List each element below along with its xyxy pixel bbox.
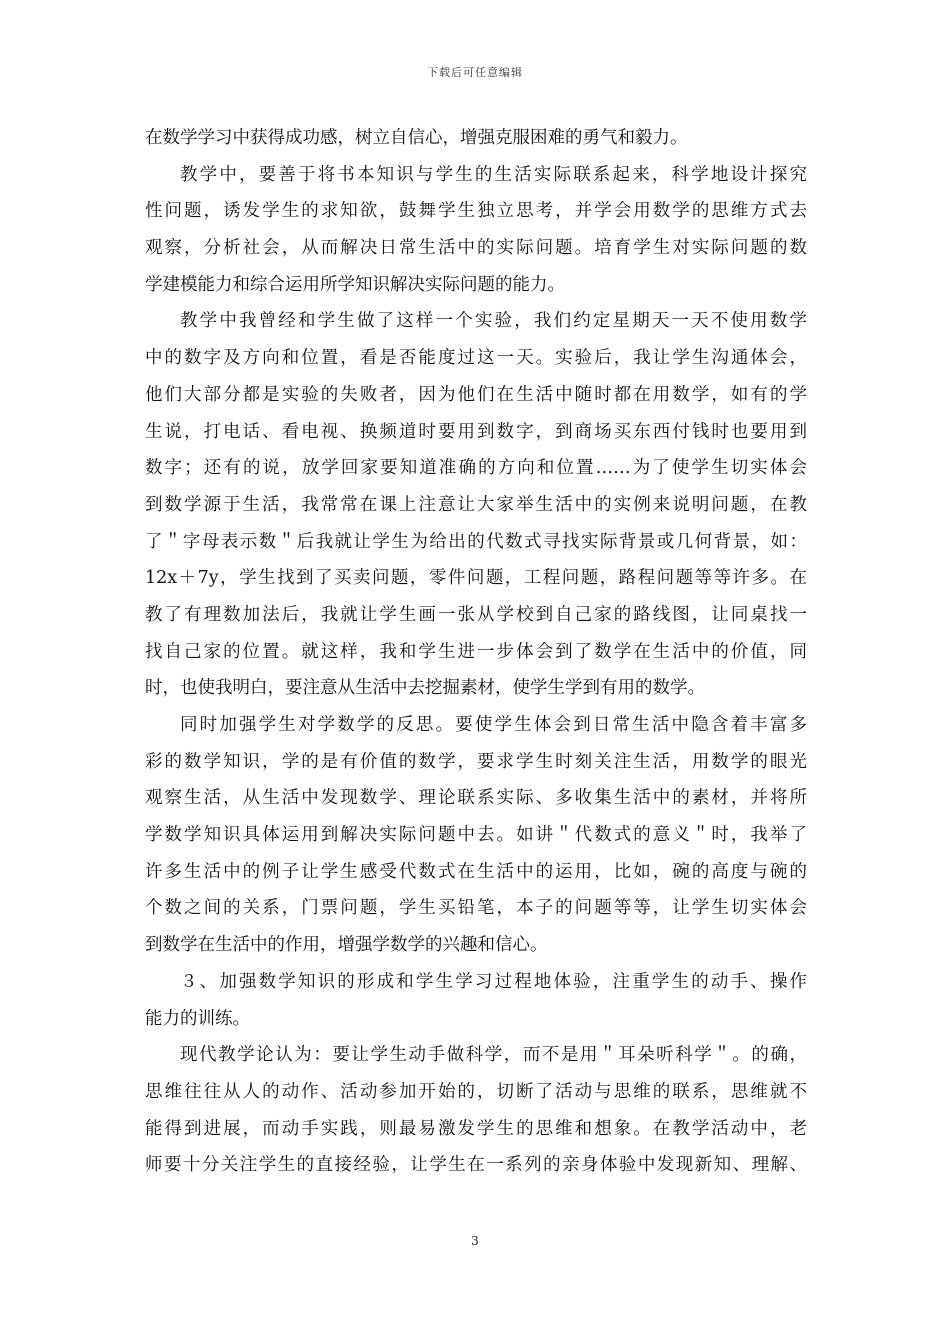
text-line: 在数学学习中获得成功感，树立自信心，增强克服困难的勇气和毅力。 bbox=[145, 128, 688, 148]
text-line: 生说，打电话、看电视、换频道时要用到数字，到商场买东西付钱时也要用到 bbox=[145, 421, 807, 442]
text-line: 数字；还有的说，放学回家要知道准确的方向和位置……为了使学生切实体会 bbox=[145, 458, 807, 479]
text-line: 许多生活中的例子让学生感受代数式在生活中的运用，比如，碗的高度与碗的 bbox=[145, 861, 807, 882]
text-line: 到数学在生活中的作用，增强学数学的兴趣和信心。 bbox=[145, 935, 548, 956]
text-line: 能得到进展，而动手实践，则最易激发学生的思维和想象。在教学活动中，老 bbox=[145, 1118, 807, 1139]
text-line: 彩的数学知识，学的是有价值的数学，要求学生时刻关注生活，用数学的眼光 bbox=[145, 751, 807, 772]
text-line: 学数学知识具体运用到解决实际问题中去。如讲＂代数式的意义＂时，我举了 bbox=[145, 825, 807, 846]
text-line: 教学中我曾经和学生做了这样一个实验，我们约定星期天一天不使用数学 bbox=[180, 311, 807, 332]
text-line: 找自己家的位置。就这样，我和学生进一步体会到了数学在生活中的价值，同 bbox=[145, 641, 807, 662]
text-line: 同时加强学生对学数学的反思。要使学生体会到日常生活中隐含着丰富多 bbox=[180, 715, 807, 735]
text-line: 到数学源于生活，我常常在课上注意让大家举生活中的实例来说明问题，在教 bbox=[145, 494, 807, 515]
text-line: 他们大部分都是实验的失败者，因为他们在生活中随时都在用数学，如有的学 bbox=[145, 384, 807, 405]
text-line: 性问题，诱发学生的求知欲，鼓舞学生独立思考，并学会用数学的思维方式去 bbox=[145, 201, 807, 222]
text-line: 教了有理数加法后，我就让学生画一张从学校到自己家的路线图，让同桌找一 bbox=[145, 604, 807, 625]
text-line: 了＂字母表示数＂后我就让学生为给出的代数式寻找实际背景或几何背景，如： bbox=[145, 531, 807, 552]
text-line: 个数之间的关系，门票问题，学生买铅笔，本子的问题等等，让学生切实体会 bbox=[145, 898, 807, 919]
text-line: 学建模能力和综合运用所学知识解决实际问题的能力。 bbox=[145, 274, 565, 295]
page-header: 下载后可任意编辑 bbox=[427, 66, 523, 79]
text-line: 观察生活，从生活中发现数学、理论联系实际、多收集生活中的素材，并将所 bbox=[145, 788, 807, 809]
text-line: 12x＋7y，学生找到了买卖问题，零件问题，工程问题，路程问题等等许多。在 bbox=[145, 568, 807, 589]
text-line: 观察，分析社会，从而解决日常生活中的实际问题。培育学生对实际问题的数 bbox=[145, 238, 807, 259]
text-line: 能力的训练。 bbox=[145, 1008, 250, 1029]
document-body bbox=[145, 120, 807, 1184]
page-number: 3 bbox=[471, 1234, 479, 1248]
text-line: 时，也使我明白，要注意从生活中去挖掘素材，使学生学到有用的数学。 bbox=[145, 678, 705, 699]
text-line: 中的数字及方向和位置，看是否能度过这一天。实验后，我让学生沟通体会， bbox=[145, 348, 807, 369]
text-line: 教学中，要善于将书本知识与学生的生活实际联系起来，科学地设计探究 bbox=[180, 164, 807, 185]
text-line: 思维往往从人的动作、活动参加开始的，切断了活动与思维的联系，思维就不 bbox=[145, 1081, 807, 1102]
text-line: 师要十分关注学生的直接经验，让学生在一系列的亲身体验中发现新知、理解、 bbox=[145, 1155, 807, 1176]
text-line: 现代教学论认为：要让学生动手做科学，而不是用＂耳朵听科学＂。的确， bbox=[180, 1045, 807, 1066]
section-heading: ３、加强数学知识的形成和学生学习过程地体验，注重学生的动手、操作 bbox=[180, 971, 807, 992]
